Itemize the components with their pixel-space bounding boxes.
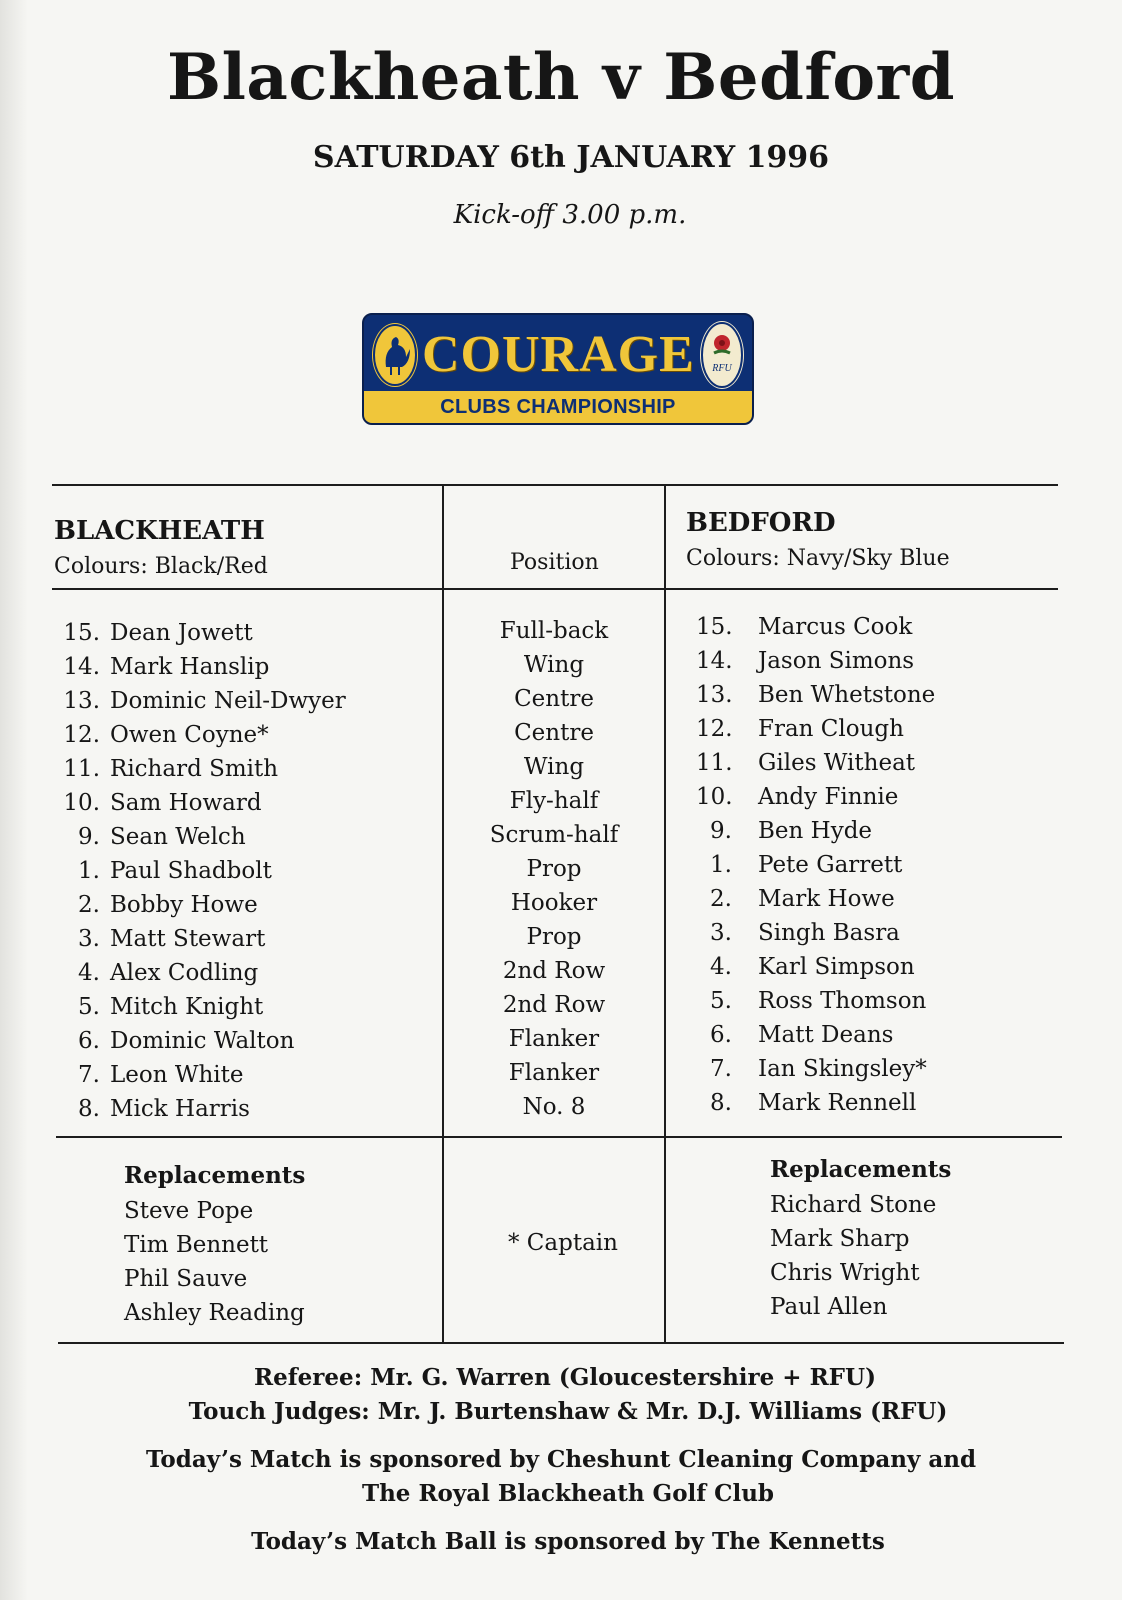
player-name: Paul Shadbolt	[110, 858, 272, 884]
player-name: Owen Coyne*	[110, 722, 269, 748]
away-player-row	[696, 682, 935, 708]
player-name: Richard Smith	[110, 756, 279, 782]
table-divider-left	[442, 484, 444, 1342]
home-player-row	[52, 688, 346, 714]
player-name: Giles Witheat	[758, 750, 916, 776]
player-number: 9.	[78, 824, 100, 850]
kickoff-time: Kick-off 3.00 p.m.	[453, 200, 687, 230]
home-player-row	[52, 892, 258, 918]
away-player-row	[696, 1022, 893, 1048]
away-player-row	[696, 988, 926, 1014]
player-name: Mark Rennell	[758, 1090, 917, 1116]
player-number: 10.	[696, 784, 733, 810]
player-number: 8.	[78, 1096, 100, 1122]
home-team-colours: Colours: Black/Red	[54, 554, 268, 579]
home-team-name: BLACKHEATH	[54, 516, 265, 546]
player-name: Mark Hanslip	[110, 654, 270, 680]
player-name: Ben Whetstone	[758, 682, 936, 708]
captain-note: * Captain	[508, 1230, 618, 1256]
player-name: Ian Skingsley*	[758, 1056, 927, 1082]
position-cell: No. 8	[522, 1094, 586, 1120]
player-number: 15.	[696, 614, 733, 640]
position-cell: Wing	[523, 652, 585, 678]
home-player-row	[52, 790, 262, 816]
away-replacement: Chris Wright	[770, 1260, 920, 1286]
player-name: Ben Hyde	[758, 818, 873, 844]
player-number: 2.	[78, 892, 100, 918]
player-name: Marcus Cook	[758, 614, 913, 640]
rfu-badge-text: RFU	[712, 363, 732, 374]
player-number: 3.	[78, 926, 100, 952]
logo-subtitle: CLUBS CHAMPIONSHIP	[364, 391, 752, 423]
position-cell: Hooker	[510, 890, 598, 916]
position-cell: Flanker	[508, 1026, 600, 1052]
player-number: 14.	[696, 648, 733, 674]
player-name: Dominic Walton	[110, 1028, 295, 1054]
away-team-name: BEDFORD	[686, 508, 836, 538]
player-number: 15.	[63, 620, 100, 646]
logo-banner	[364, 315, 752, 395]
position-cell: 2nd Row	[502, 992, 606, 1018]
page-spine-shadow	[0, 0, 28, 1600]
away-player-row	[696, 852, 902, 878]
player-number: 12.	[63, 722, 100, 748]
player-number: 6.	[710, 1022, 732, 1048]
player-name: Dean Jowett	[110, 620, 253, 646]
away-replacement: Paul Allen	[770, 1294, 888, 1320]
home-player-row	[52, 858, 272, 884]
player-name: Ross Thomson	[758, 988, 927, 1014]
player-number: 3.	[710, 920, 732, 946]
away-player-row	[696, 750, 915, 776]
player-number: 7.	[78, 1062, 100, 1088]
away-player-row	[696, 784, 898, 810]
away-player-row	[696, 920, 900, 946]
player-name: Andy Finnie	[758, 784, 899, 810]
away-player-row	[696, 716, 904, 742]
home-replacement: Tim Bennett	[124, 1232, 269, 1258]
position-cell: Wing	[523, 754, 585, 780]
logo-word: COURAGE	[422, 326, 695, 383]
position-cell: Prop	[526, 924, 582, 950]
home-player-row	[52, 722, 269, 748]
home-player-row	[52, 756, 278, 782]
position-cell: Full-back	[499, 618, 609, 644]
table-bottom-rule	[58, 1342, 1064, 1344]
player-number: 13.	[696, 682, 733, 708]
away-player-row	[696, 886, 895, 912]
courage-championship-logo	[362, 313, 754, 425]
away-player-row	[696, 614, 912, 640]
player-name: Matt Stewart	[110, 926, 266, 952]
player-number: 11.	[696, 750, 733, 776]
home-player-row	[52, 994, 263, 1020]
player-name: Matt Deans	[758, 1022, 894, 1048]
player-number: 2.	[710, 886, 732, 912]
away-replacements-heading: Replacements	[770, 1156, 952, 1183]
table-divider-right	[664, 484, 666, 1342]
home-replacement: Ashley Reading	[124, 1300, 305, 1326]
sponsor-line-1: Today’s Match is sponsored by Cheshunt Cleaning Company and	[145, 1446, 977, 1473]
player-number: 9.	[710, 818, 732, 844]
away-player-row	[696, 818, 872, 844]
player-name: Bobby Howe	[110, 892, 258, 918]
home-player-row	[52, 620, 253, 646]
player-number: 8.	[710, 1090, 732, 1116]
player-name: Singh Basra	[758, 920, 900, 946]
player-name: Mark Howe	[758, 886, 895, 912]
player-number: 10.	[63, 790, 100, 816]
home-player-row	[52, 960, 258, 986]
home-player-row	[52, 1028, 294, 1054]
player-name: Pete Garrett	[758, 852, 903, 878]
away-replacement: Mark Sharp	[770, 1226, 910, 1252]
player-name: Mick Harris	[110, 1096, 250, 1122]
home-player-row	[52, 824, 246, 850]
away-player-row	[696, 954, 915, 980]
player-name: Dominic Neil-Dwyer	[110, 688, 346, 714]
referee-line: Referee: Mr. G. Warren (Gloucestershire + RFU)	[254, 1364, 876, 1391]
home-replacement: Phil Sauve	[124, 1266, 248, 1292]
player-number: 13.	[63, 688, 100, 714]
player-name: Sam Howard	[110, 790, 262, 816]
player-name: Leon White	[110, 1062, 244, 1088]
player-number: 4.	[710, 954, 732, 980]
table-replacements-rule	[56, 1136, 1062, 1138]
sponsor-line-2: The Royal Blackheath Golf Club	[361, 1480, 775, 1507]
home-player-row	[52, 1062, 244, 1088]
player-number: 1.	[710, 852, 732, 878]
home-player-row	[52, 1096, 250, 1122]
position-cell: Scrum-half	[489, 822, 619, 848]
away-team-colours: Colours: Navy/Sky Blue	[686, 546, 950, 571]
player-name: Jason Simons	[758, 648, 915, 674]
player-number: 6.	[78, 1028, 100, 1054]
position-cell: Prop	[526, 856, 582, 882]
position-cell: Flanker	[508, 1060, 600, 1086]
match-title: Blackheath v Bedford	[167, 40, 955, 115]
player-name: Alex Codling	[110, 960, 259, 986]
player-number: 4.	[78, 960, 100, 986]
position-cell: 2nd Row	[502, 958, 606, 984]
home-replacements-heading: Replacements	[124, 1162, 306, 1189]
position-cell: Centre	[514, 686, 594, 712]
player-name: Fran Clough	[758, 716, 904, 742]
player-number: 1.	[78, 858, 100, 884]
match-ball-sponsor: Today’s Match Ball is sponsored by The Kennetts	[251, 1528, 885, 1555]
away-player-row	[696, 1056, 927, 1082]
player-number: 5.	[78, 994, 100, 1020]
position-cell: Centre	[514, 720, 594, 746]
home-replacement: Steve Pope	[124, 1198, 254, 1224]
table-header-rule	[52, 588, 1058, 590]
home-player-row	[52, 654, 269, 680]
player-number: 11.	[63, 756, 100, 782]
away-player-row	[696, 648, 914, 674]
player-name: Karl Simpson	[758, 954, 915, 980]
player-number: 7.	[710, 1056, 732, 1082]
touch-judges-line: Touch Judges: Mr. J. Burtenshaw & Mr. D.J. Williams (RFU)	[188, 1398, 948, 1425]
home-player-row	[52, 926, 265, 952]
match-date: SATURDAY 6th JANUARY 1996	[312, 140, 830, 175]
player-number: 5.	[710, 988, 732, 1014]
position-cell: Fly-half	[509, 788, 599, 814]
player-name: Sean Welch	[110, 824, 246, 850]
player-number: 12.	[696, 716, 733, 742]
away-replacement: Richard Stone	[770, 1192, 937, 1218]
cockerel-icon	[372, 323, 418, 387]
player-number: 14.	[63, 654, 100, 680]
table-top-rule	[52, 484, 1058, 486]
player-name: Mitch Knight	[110, 994, 264, 1020]
rfu-rose-icon	[700, 321, 744, 389]
away-player-row	[696, 1090, 916, 1116]
position-header: Position	[510, 550, 599, 575]
